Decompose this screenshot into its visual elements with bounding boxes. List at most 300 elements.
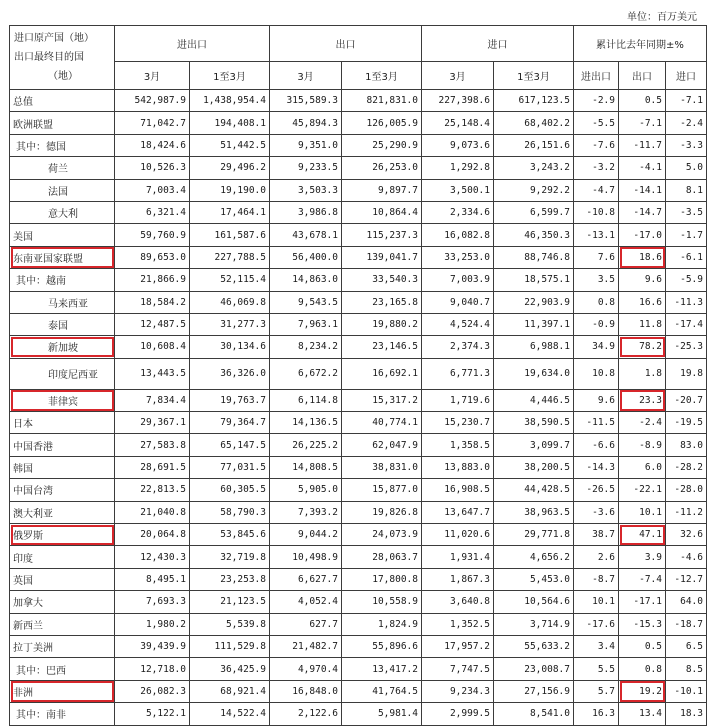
cell-value: -3.3	[666, 134, 707, 156]
cell-value: 227,788.5	[190, 246, 270, 268]
cell-value: 115,237.3	[342, 224, 422, 246]
cell-value: -13.1	[574, 224, 619, 246]
cell-value: 16,848.0	[270, 680, 342, 702]
cell-value: 10,564.6	[494, 591, 574, 613]
cell-value: 1,931.4	[422, 546, 494, 568]
cell-value: 19,763.7	[190, 389, 270, 411]
cell-value: -4.7	[574, 179, 619, 201]
cell-value: 3,500.1	[422, 179, 494, 201]
table-row	[10, 546, 707, 568]
table-row	[10, 501, 707, 523]
cell-value: 1,824.9	[342, 613, 422, 635]
cell-value: 32.6	[666, 524, 707, 546]
table-row	[10, 703, 707, 725]
cell-value: 17,800.8	[342, 568, 422, 590]
cell-value: 3.4	[574, 635, 619, 657]
cell-value: 9,543.5	[270, 291, 342, 313]
cell-value: -2.4	[666, 112, 707, 134]
cell-value: -7.1	[666, 90, 707, 112]
row-label: 欧洲联盟	[10, 112, 115, 134]
cell-value: 5,905.0	[270, 479, 342, 501]
cell-value: 71,042.7	[115, 112, 190, 134]
cell-value: -17.0	[619, 224, 666, 246]
cell-value: -14.3	[574, 456, 619, 478]
cell-value: 18.3	[666, 703, 707, 725]
cell-value: -12.7	[666, 568, 707, 590]
cell-value: 18,575.1	[494, 269, 574, 291]
cell-value: 23,253.8	[190, 568, 270, 590]
table-row	[10, 291, 707, 313]
cell-value: 29,771.8	[494, 524, 574, 546]
cell-value: 3,986.8	[270, 201, 342, 223]
cell-value: 126,005.9	[342, 112, 422, 134]
sub-header: 出口	[619, 62, 666, 90]
cell-value: -3.6	[574, 501, 619, 523]
cell-value: 9,234.3	[422, 680, 494, 702]
cell-value: 19,190.0	[190, 179, 270, 201]
cell-value: 7,003.9	[422, 269, 494, 291]
cell-value: 68,921.4	[190, 680, 270, 702]
cell-value: 5,453.0	[494, 568, 574, 590]
cell-value: 17,464.1	[190, 201, 270, 223]
cell-value: 13,417.2	[342, 658, 422, 680]
cell-value: 25,290.9	[342, 134, 422, 156]
row-label: 韩国	[10, 456, 115, 478]
row-label: 荷兰	[10, 157, 115, 179]
row-label: 印度尼西亚	[10, 358, 115, 389]
table-row	[10, 680, 707, 702]
cell-value: 16,082.8	[422, 224, 494, 246]
cell-value: 10.1	[619, 501, 666, 523]
cell-value: 15,230.7	[422, 412, 494, 434]
row-label: 中国香港	[10, 434, 115, 456]
cell-value: 38,200.5	[494, 456, 574, 478]
cell-value: -25.3	[666, 336, 707, 358]
cell-value: 21,123.5	[190, 591, 270, 613]
row-label: 中国台湾	[10, 479, 115, 501]
cell-value: 12,487.5	[115, 313, 190, 335]
cell-value: 79,364.7	[190, 412, 270, 434]
cell-value: 33,253.0	[422, 246, 494, 268]
row-label: 马来西亚	[10, 291, 115, 313]
cell-value: 13.4	[619, 703, 666, 725]
cell-value: 6,988.1	[494, 336, 574, 358]
cell-value: 8,541.0	[494, 703, 574, 725]
table-row	[10, 479, 707, 501]
cell-value: 1,867.3	[422, 568, 494, 590]
cell-value: 19.8	[666, 358, 707, 389]
cell-value: 1.8	[619, 358, 666, 389]
cell-value: -15.3	[619, 613, 666, 635]
table-row	[10, 658, 707, 680]
sub-header: 进口	[666, 62, 707, 90]
cell-value: 3,243.2	[494, 157, 574, 179]
cell-value: 5.7	[574, 680, 619, 702]
cell-value: -7.4	[619, 568, 666, 590]
cell-value: 227,398.6	[422, 90, 494, 112]
cell-value: 30,134.6	[190, 336, 270, 358]
cell-value: 31,277.3	[190, 313, 270, 335]
cell-value: 29,496.2	[190, 157, 270, 179]
cell-value: 7,963.1	[270, 313, 342, 335]
group-header-yoy: 累计比去年同期±%	[574, 26, 707, 62]
cell-value: 9,897.7	[342, 179, 422, 201]
corner-header	[10, 26, 115, 90]
cell-value: 9.6	[619, 269, 666, 291]
cell-value: -17.4	[666, 313, 707, 335]
cell-value: 2,334.6	[422, 201, 494, 223]
table-row	[10, 313, 707, 335]
cell-value: 38,963.5	[494, 501, 574, 523]
table-row	[10, 90, 707, 112]
row-label: 非洲	[10, 680, 115, 702]
cell-value: 1,980.2	[115, 613, 190, 635]
row-label: 英国	[10, 568, 115, 590]
cell-value: 1,352.5	[422, 613, 494, 635]
cell-value: -14.7	[619, 201, 666, 223]
row-label: 拉丁美洲	[10, 635, 115, 657]
group-header-total: 进出口	[115, 26, 270, 62]
cell-value: 16.3	[574, 703, 619, 725]
cell-value: 52,115.4	[190, 269, 270, 291]
cell-value: 15,877.0	[342, 479, 422, 501]
cell-value: 26,225.2	[270, 434, 342, 456]
cell-value: 17,957.2	[422, 635, 494, 657]
cell-value: 7,393.2	[270, 501, 342, 523]
cell-value: 51,442.5	[190, 134, 270, 156]
cell-value: 89,653.0	[115, 246, 190, 268]
sub-header: 1至3月	[342, 62, 422, 90]
cell-value: 44,428.5	[494, 479, 574, 501]
cell-value: 21,040.8	[115, 501, 190, 523]
row-label: 其中：南非	[10, 703, 115, 725]
cell-value: 2.6	[574, 546, 619, 568]
cell-value: 9,040.7	[422, 291, 494, 313]
cell-value: 10,526.3	[115, 157, 190, 179]
row-label: 东南亚国家联盟	[10, 246, 115, 268]
cell-value: 6.5	[666, 635, 707, 657]
cell-value: 6,599.7	[494, 201, 574, 223]
cell-value: 26,253.0	[342, 157, 422, 179]
cell-value: 3.9	[619, 546, 666, 568]
cell-value: 28,063.7	[342, 546, 422, 568]
cell-value: -26.5	[574, 479, 619, 501]
corner-line-3: （地）	[48, 71, 78, 82]
cell-value: 6,672.2	[270, 358, 342, 389]
cell-value: 9,351.0	[270, 134, 342, 156]
cell-value: 23,146.5	[342, 336, 422, 358]
cell-value: 8,495.1	[115, 568, 190, 590]
cell-value: 12,718.0	[115, 658, 190, 680]
cell-value: 7,747.5	[422, 658, 494, 680]
cell-value: 21,482.7	[270, 635, 342, 657]
table-row	[10, 224, 707, 246]
cell-value: 58,790.3	[190, 501, 270, 523]
table-row	[10, 358, 707, 389]
cell-value: -3.2	[574, 157, 619, 179]
cell-value: 41,764.5	[342, 680, 422, 702]
cell-value: 821,831.0	[342, 90, 422, 112]
cell-value: 10.8	[574, 358, 619, 389]
cell-value: 15,317.2	[342, 389, 422, 411]
cell-value: 62,047.9	[342, 434, 422, 456]
cell-value: 3,640.8	[422, 591, 494, 613]
cell-value: 6,114.8	[270, 389, 342, 411]
cell-value: 4,446.5	[494, 389, 574, 411]
cell-value: 10,558.9	[342, 591, 422, 613]
unit-label: 单位：百万美元	[627, 12, 697, 23]
cell-value: 46,069.8	[190, 291, 270, 313]
cell-value: 16,908.5	[422, 479, 494, 501]
row-label: 其中：德国	[10, 134, 115, 156]
row-label: 泰国	[10, 313, 115, 335]
cell-value: 10.1	[574, 591, 619, 613]
cell-value: 10,864.4	[342, 201, 422, 223]
cell-value: -0.9	[574, 313, 619, 335]
cell-value: 56,400.0	[270, 246, 342, 268]
cell-value: 617,123.5	[494, 90, 574, 112]
cell-value: 27,156.9	[494, 680, 574, 702]
cell-value: 47.1	[619, 524, 666, 546]
cell-value: 5.5	[574, 658, 619, 680]
cell-value: 39,439.9	[115, 635, 190, 657]
cell-value: 14,808.5	[270, 456, 342, 478]
cell-value: -17.1	[619, 591, 666, 613]
table-row	[10, 336, 707, 358]
cell-value: 1,438,954.4	[190, 90, 270, 112]
table-row	[10, 568, 707, 590]
cell-value: 14,136.5	[270, 412, 342, 434]
cell-value: 19,880.2	[342, 313, 422, 335]
cell-value: 68,402.2	[494, 112, 574, 134]
cell-value: 9,073.6	[422, 134, 494, 156]
row-label: 总值	[10, 90, 115, 112]
cell-value: -2.9	[574, 90, 619, 112]
cell-value: 28,691.5	[115, 456, 190, 478]
cell-value: -28.0	[666, 479, 707, 501]
cell-value: -4.1	[619, 157, 666, 179]
cell-value: 3.5	[574, 269, 619, 291]
cell-value: 1,358.5	[422, 434, 494, 456]
cell-value: -20.7	[666, 389, 707, 411]
row-label: 菲律宾	[10, 389, 115, 411]
table-row	[10, 456, 707, 478]
cell-value: 2,374.3	[422, 336, 494, 358]
cell-value: 11,397.1	[494, 313, 574, 335]
table-row	[10, 524, 707, 546]
trade-table	[9, 25, 707, 726]
cell-value: 627.7	[270, 613, 342, 635]
cell-value: 22,903.9	[494, 291, 574, 313]
cell-value: 0.5	[619, 90, 666, 112]
cell-value: 23.3	[619, 389, 666, 411]
cell-value: 19,826.8	[342, 501, 422, 523]
row-label: 其中：越南	[10, 269, 115, 291]
cell-value: 26,151.6	[494, 134, 574, 156]
cell-value: 6,321.4	[115, 201, 190, 223]
cell-value: -14.1	[619, 179, 666, 201]
cell-value: 26,082.3	[115, 680, 190, 702]
cell-value: 6,771.3	[422, 358, 494, 389]
cell-value: -18.7	[666, 613, 707, 635]
cell-value: 77,031.5	[190, 456, 270, 478]
row-label: 澳大利亚	[10, 501, 115, 523]
cell-value: 9,233.5	[270, 157, 342, 179]
cell-value: 21,866.9	[115, 269, 190, 291]
cell-value: -10.1	[666, 680, 707, 702]
row-label: 日本	[10, 412, 115, 434]
cell-value: 161,587.6	[190, 224, 270, 246]
cell-value: 13,443.5	[115, 358, 190, 389]
table-row	[10, 246, 707, 268]
cell-value: 11,020.6	[422, 524, 494, 546]
sub-header: 3月	[422, 62, 494, 90]
cell-value: 22,813.5	[115, 479, 190, 501]
row-label: 其中：巴西	[10, 658, 115, 680]
cell-value: 36,425.9	[190, 658, 270, 680]
cell-value: 10,608.4	[115, 336, 190, 358]
cell-value: -8.9	[619, 434, 666, 456]
cell-value: 2,999.5	[422, 703, 494, 725]
cell-value: 5,981.4	[342, 703, 422, 725]
table-row	[10, 434, 707, 456]
cell-value: 23,008.7	[494, 658, 574, 680]
cell-value: 24,073.9	[342, 524, 422, 546]
cell-value: -6.6	[574, 434, 619, 456]
cell-value: -1.7	[666, 224, 707, 246]
cell-value: 8.1	[666, 179, 707, 201]
row-label: 加拿大	[10, 591, 115, 613]
cell-value: 4,524.4	[422, 313, 494, 335]
cell-value: 1,292.8	[422, 157, 494, 179]
row-label: 新西兰	[10, 613, 115, 635]
cell-value: 315,589.3	[270, 90, 342, 112]
cell-value: 7,003.4	[115, 179, 190, 201]
cell-value: 18.6	[619, 246, 666, 268]
cell-value: 3,714.9	[494, 613, 574, 635]
cell-value: 55,633.2	[494, 635, 574, 657]
cell-value: 0.8	[619, 658, 666, 680]
cell-value: 32,719.8	[190, 546, 270, 568]
cell-value: 27,583.8	[115, 434, 190, 456]
cell-value: 59,760.9	[115, 224, 190, 246]
sub-header: 1至3月	[494, 62, 574, 90]
cell-value: -19.5	[666, 412, 707, 434]
cell-value: 45,894.3	[270, 112, 342, 134]
table-row	[10, 613, 707, 635]
cell-value: 5,539.8	[190, 613, 270, 635]
cell-value: 14,522.4	[190, 703, 270, 725]
cell-value: 10,498.9	[270, 546, 342, 568]
cell-value: -5.9	[666, 269, 707, 291]
cell-value: -6.1	[666, 246, 707, 268]
cell-value: -11.3	[666, 291, 707, 313]
cell-value: 38,590.5	[494, 412, 574, 434]
cell-value: 8,234.2	[270, 336, 342, 358]
table-row	[10, 269, 707, 291]
cell-value: 33,540.3	[342, 269, 422, 291]
cell-value: 88,746.8	[494, 246, 574, 268]
cell-value: 25,148.4	[422, 112, 494, 134]
table-row	[10, 412, 707, 434]
cell-value: 83.0	[666, 434, 707, 456]
cell-value: 53,845.6	[190, 524, 270, 546]
cell-value: -3.5	[666, 201, 707, 223]
cell-value: 2,122.6	[270, 703, 342, 725]
cell-value: 14,863.0	[270, 269, 342, 291]
cell-value: 36,326.0	[190, 358, 270, 389]
cell-value: 194,408.1	[190, 112, 270, 134]
cell-value: 0.8	[574, 291, 619, 313]
cell-value: 78.2	[619, 336, 666, 358]
cell-value: 1,719.6	[422, 389, 494, 411]
cell-value: 4,970.4	[270, 658, 342, 680]
cell-value: 5.0	[666, 157, 707, 179]
cell-value: -7.1	[619, 112, 666, 134]
cell-value: -7.6	[574, 134, 619, 156]
cell-value: 13,883.0	[422, 456, 494, 478]
cell-value: 19,634.0	[494, 358, 574, 389]
cell-value: 12,430.3	[115, 546, 190, 568]
table-row	[10, 591, 707, 613]
sub-header: 1至3月	[190, 62, 270, 90]
cell-value: 5,122.1	[115, 703, 190, 725]
cell-value: 3,503.3	[270, 179, 342, 201]
row-label: 意大利	[10, 201, 115, 223]
cell-value: 4,052.4	[270, 591, 342, 613]
cell-value: -10.8	[574, 201, 619, 223]
cell-value: -4.6	[666, 546, 707, 568]
cell-value: 111,529.8	[190, 635, 270, 657]
cell-value: 9,044.2	[270, 524, 342, 546]
cell-value: 19.2	[619, 680, 666, 702]
cell-value: 6.0	[619, 456, 666, 478]
cell-value: 38.7	[574, 524, 619, 546]
cell-value: 38,831.0	[342, 456, 422, 478]
cell-value: 64.0	[666, 591, 707, 613]
group-header-export: 出口	[270, 26, 422, 62]
cell-value: -2.4	[619, 412, 666, 434]
cell-value: -11.7	[619, 134, 666, 156]
cell-value: -11.5	[574, 412, 619, 434]
row-label: 俄罗斯	[10, 524, 115, 546]
cell-value: -28.2	[666, 456, 707, 478]
group-header-import: 进口	[422, 26, 574, 62]
cell-value: 29,367.1	[115, 412, 190, 434]
table-body	[10, 90, 707, 726]
cell-value: 7,834.4	[115, 389, 190, 411]
cell-value: 4,656.2	[494, 546, 574, 568]
cell-value: 139,041.7	[342, 246, 422, 268]
row-label: 新加坡	[10, 336, 115, 358]
corner-line-1: 进口原产国（地）	[14, 33, 94, 44]
cell-value: -5.5	[574, 112, 619, 134]
cell-value: 40,774.1	[342, 412, 422, 434]
table-row	[10, 157, 707, 179]
cell-value: 542,987.9	[115, 90, 190, 112]
cell-value: 8.5	[666, 658, 707, 680]
sub-header: 3月	[270, 62, 342, 90]
table-row	[10, 635, 707, 657]
cell-value: 23,165.8	[342, 291, 422, 313]
table-row	[10, 179, 707, 201]
table-row	[10, 201, 707, 223]
cell-value: 7.6	[574, 246, 619, 268]
table-row	[10, 389, 707, 411]
cell-value: 7,693.3	[115, 591, 190, 613]
cell-value: 18,584.2	[115, 291, 190, 313]
cell-value: 13,647.7	[422, 501, 494, 523]
